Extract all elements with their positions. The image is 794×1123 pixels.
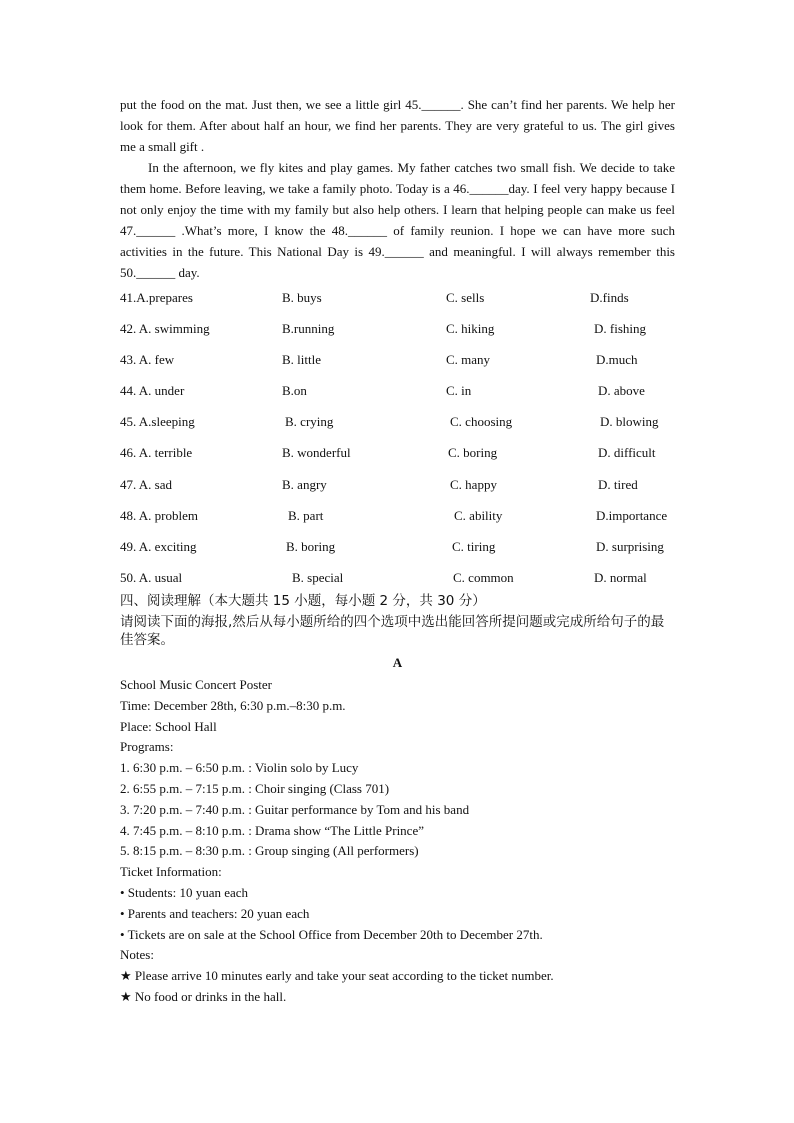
ticket-info-heading: Ticket Information: — [120, 864, 222, 880]
option-b: B. little — [282, 352, 321, 368]
option-c: C. common — [453, 569, 514, 585]
option-d: D.importance — [596, 507, 668, 523]
option-b: B.running — [282, 321, 335, 337]
ticket-info-item: • Students: 10 yuan each — [120, 884, 249, 900]
ticket-info-item: • Parents and teachers: 20 yuan each — [120, 905, 310, 921]
answer-options — [120, 289, 675, 600]
option-c: C. ability — [454, 507, 503, 523]
option-a: 48. A. problem — [120, 507, 198, 523]
question-47-options — [120, 476, 675, 507]
option-b: B.on — [282, 383, 307, 399]
option-c: C. many — [446, 352, 491, 368]
question-44-options — [120, 382, 675, 413]
option-a: 42. A. swimming — [120, 321, 210, 337]
option-a: 45. A.sleeping — [120, 414, 195, 430]
question-48-options — [120, 507, 675, 538]
poster-time: Time: December 28th, 6:30 p.m.–8:30 p.m. — [120, 697, 346, 713]
program-item: 3. 7:20 p.m. – 7:40 p.m. : Guitar performance by Tom and his band — [120, 801, 470, 817]
section-header: 四、阅读理解（本大题共 15 小题，每小题 2 分，共 30 分） — [120, 592, 486, 609]
passage-paragraph-1: put the food on the mat. Just then, we see a little girl 45.______. She can’t find her parents. We help her look for them. After about half an hour, we find her parents. They are very grateful to us. The girl gives me a small gift . — [120, 97, 675, 154]
option-c: C. tiring — [452, 538, 496, 554]
question-49-options — [120, 538, 675, 569]
option-d: D. surprising — [596, 538, 664, 554]
option-a: 46. A. terrible — [120, 445, 193, 461]
option-b: B. boring — [286, 538, 336, 554]
poster-title: School Music Concert Poster — [120, 676, 273, 692]
option-c: C. boring — [448, 445, 498, 461]
option-d: D. fishing — [594, 321, 646, 337]
passage-paragraph-2: In the afternoon, we fly kites and play games. My father catches two small fish. We decide to take them home. Before leaving, we take a family photo. Today is a 46.______day. I feel very happy because I not only enjoy the time with my family but also help others. I learn that helping people can make us feel 47.______ .What’s more, I know the 48.______ of family reunion. I hope we can have more such activities in the future. This National Day is 49.______ and meaningful. I will always remember this 50.______ day. — [120, 160, 675, 280]
option-a: 50. A. usual — [120, 569, 183, 585]
notes-heading: Notes: — [120, 947, 154, 963]
question-50-options — [120, 569, 675, 600]
question-46-options — [120, 444, 675, 475]
exam-page — [120, 94, 675, 1008]
passage-letter: A — [392, 654, 403, 670]
programs-heading: Programs: — [120, 739, 174, 755]
option-d: D. blowing — [600, 414, 659, 430]
program-item: 2. 6:55 p.m. – 7:15 p.m. : Choir singing (Class 701) — [120, 780, 390, 796]
option-a: 41.A.prepares — [120, 290, 193, 305]
ticket-info-item: • Tickets are on sale at the School Office from December 20th to December 27th. — [120, 926, 543, 942]
option-c: C. sells — [446, 290, 485, 305]
program-item: 5. 8:15 p.m. – 8:30 p.m. : Group singing (All performers) — [120, 843, 419, 859]
section-instructions: 请阅读下面的海报,然后从每小题所给的四个选项中选出能回答所提问题或完成所给句子的最佳答案。 — [120, 613, 665, 648]
option-d: D.finds — [590, 290, 629, 305]
option-b: B. crying — [285, 414, 334, 430]
option-c: C. hiking — [446, 321, 495, 337]
question-45-options — [120, 413, 675, 444]
question-43-options — [120, 351, 675, 382]
question-41-options — [120, 289, 675, 320]
option-b: B. part — [288, 507, 324, 523]
program-item: 4. 7:45 p.m. – 8:10 p.m. : Drama show “The Little Prince” — [120, 822, 424, 838]
question-42-options — [120, 320, 675, 351]
option-a: 43. A. few — [120, 352, 175, 368]
option-a: 44. A. under — [120, 383, 185, 399]
concert-poster — [120, 675, 675, 1008]
option-d: D.much — [596, 352, 638, 368]
poster-place: Place: School Hall — [120, 718, 217, 734]
note-item: ★ Please arrive 10 minutes early and take your seat according to the ticket number. — [120, 968, 554, 984]
option-d: D. above — [598, 383, 645, 399]
option-b: B. wonderful — [282, 445, 351, 461]
option-c: C. in — [446, 383, 472, 399]
option-d: D. normal — [594, 569, 647, 585]
option-d: D. difficult — [598, 445, 656, 461]
program-item: 1. 6:30 p.m. – 6:50 p.m. : Violin solo by Lucy — [120, 760, 359, 776]
option-d: D. tired — [598, 476, 638, 492]
option-c: C. choosing — [450, 414, 513, 430]
option-b: B. angry — [282, 476, 327, 492]
option-a: 47. A. sad — [120, 476, 172, 492]
note-item: ★ No food or drinks in the hall. — [120, 988, 287, 1004]
option-b: B. buys — [282, 290, 322, 305]
option-c: C. happy — [450, 476, 497, 492]
option-b: B. special — [292, 569, 344, 585]
option-a: 49. A. exciting — [120, 538, 197, 554]
